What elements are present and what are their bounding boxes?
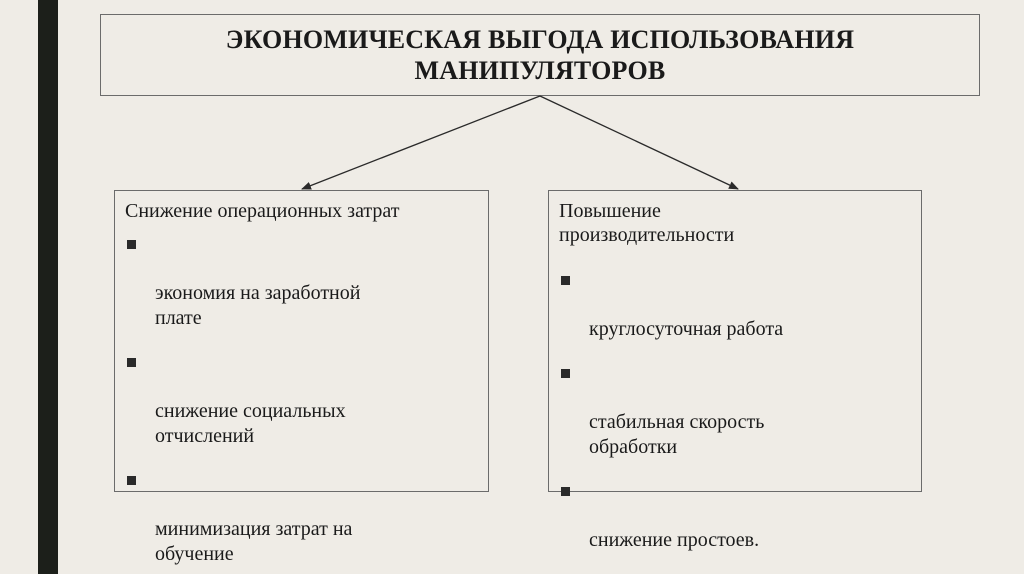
branch-heading: Повышение производительности xyxy=(559,200,735,246)
left-accent-bar xyxy=(38,0,58,574)
list-item xyxy=(559,478,911,553)
title-box xyxy=(100,14,980,96)
list-item xyxy=(559,360,911,460)
list-item xyxy=(559,267,911,342)
list-item-text: снижение социальных отчислений xyxy=(155,400,346,447)
square-bullet-icon xyxy=(127,240,136,249)
square-bullet-icon xyxy=(127,358,136,367)
branch-heading: Снижение операционных затрат xyxy=(125,200,400,222)
arrow-to-left-branch xyxy=(302,96,540,189)
list-item-text: экономия на заработной плате xyxy=(155,282,361,329)
branch-list xyxy=(559,267,911,553)
square-bullet-icon xyxy=(561,487,570,496)
diagram-title: ЭКОНОМИЧЕСКАЯ ВЫГОДА ИСПОЛЬЗОВАНИЯ МАНИПУЛЯТОРОВ xyxy=(225,25,855,85)
list-item xyxy=(125,467,478,567)
list-item xyxy=(125,349,478,449)
square-bullet-icon xyxy=(561,276,570,285)
list-item-text: снижение простоев. xyxy=(589,529,760,551)
square-bullet-icon xyxy=(127,476,136,485)
list-item-text: круглосуточная работа xyxy=(589,318,784,340)
branch-list xyxy=(125,231,478,567)
square-bullet-icon xyxy=(561,369,570,378)
branch-cost-reduction xyxy=(114,190,489,565)
arrow-to-right-branch xyxy=(540,96,738,189)
list-item xyxy=(125,231,478,331)
branch-productivity xyxy=(548,190,922,551)
list-item-text: стабильная скорость обработки xyxy=(589,411,765,458)
list-item-text: минимизация затрат на обучение xyxy=(155,518,353,565)
